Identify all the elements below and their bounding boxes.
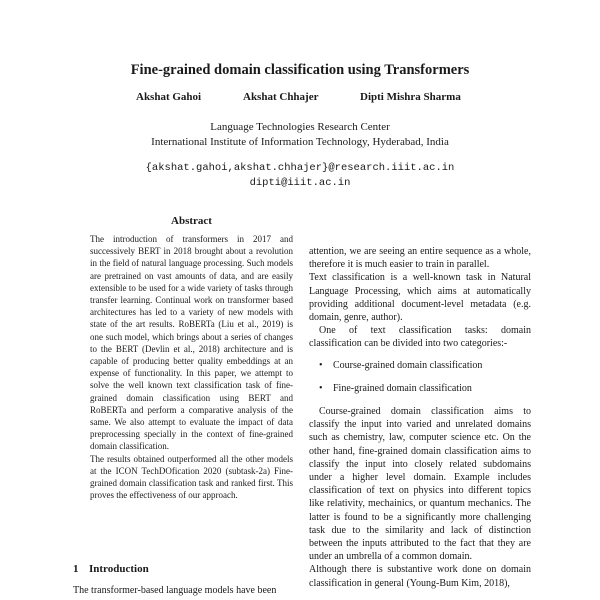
introduction-first-line: The transformer-based language models have been [73,585,277,596]
bullet-list [309,359,531,395]
abstract-paragraph: The introduction of transformers in 2017 and successively BERT in 2018 brought about a revolution in the field of natural language processing. Such models are pretrained on vast amounts of data, and are easily extensible to be used for a wide variety of tasks through transfer learning. Continual work on transformer based architectures has led to a variety of new models with state of the art results. RoBERTa (Liu et al., 2019) is one such model, which brings about a series of changes to the BERT (Devlin et al., 2018) architecture and is capable of producing better quality embeddings at an expense of functionality. In this paper, we attempt to solve the well known text classification task of fine-grained domain classification using BERT and RoBERTa and perform a comparative analysis of the same. We also attempt to evaluate the impact of data preprocessing specially in the context of fine-grained domain classification. [90,234,293,452]
body-paragraph: Course-grained domain classification aims to classify the input into varied and unrelated domains such as chemistry, law, computer science etc. On the other hand, fine-grained domain classification aims to classify the input into closely related subdomains under a higher level domain. Example includes classification of text on physics into different topics like relativity, mechainics, or quantum mechanics. The latter is found to be a significantly more challenging task due to the similarity and lack of distinction between the inputs attributed to the fact that they are under an umbrella of a common domain. [309,406,531,563]
author-emails [0,161,600,191]
body-paragraph: Although there is substantive work done on domain classification in general (Young-Bum Kim, 2018), [309,564,531,589]
author-name: Akshat Chhajer [243,91,319,103]
bullet-text: Fine-grained domain classification [333,382,472,394]
abstract-heading: Abstract [171,215,212,227]
email-line: {akshat.gahoi,akshat.chhajer}@research.iiit.ac.in [145,162,455,174]
right-column-body [309,245,531,590]
author-list [0,91,600,107]
bullet-text: Course-grained domain classification [333,359,483,371]
body-paragraph: One of text classification tasks: domain classification can be divided into two categories:- [309,325,531,350]
author-name: Dipti Mishra Sharma [360,91,461,103]
paper-title: Fine-grained domain classification using Transformers [130,62,470,78]
body-paragraph: Text classification is a well-known task in Natural Language Processing, which aims at automatically providing additional document-level metadata (e.g. domain, genre, author). [309,272,531,324]
affiliation-line: International Institute of Information Technology, Hyderabad, India [151,136,449,148]
abstract-section [90,215,293,501]
bullet-icon: • [319,359,323,371]
body-paragraph: attention, we are seeing an entire sequence as a whole, therefore it is much easier to train in parallel. [309,246,531,271]
affiliation [0,120,600,150]
affiliation-line: Language Technologies Research Center [210,121,390,133]
bullet-item [319,359,531,372]
section-heading-introduction [73,563,149,575]
bullet-icon: • [319,382,323,394]
bullet-item [319,382,531,395]
section-number: 1 [73,563,79,575]
section-title: Introduction [89,563,149,575]
email-line: dipti@iiit.ac.in [249,177,351,189]
abstract-paragraph: The results obtained outperformed all the other models at the ICON TechDOfication 2020 (subtask-2a) Fine-grained domain classification task and ranked first. This proves the effectiveness of our approach. [90,453,293,501]
author-name: Akshat Gahoi [136,91,202,103]
